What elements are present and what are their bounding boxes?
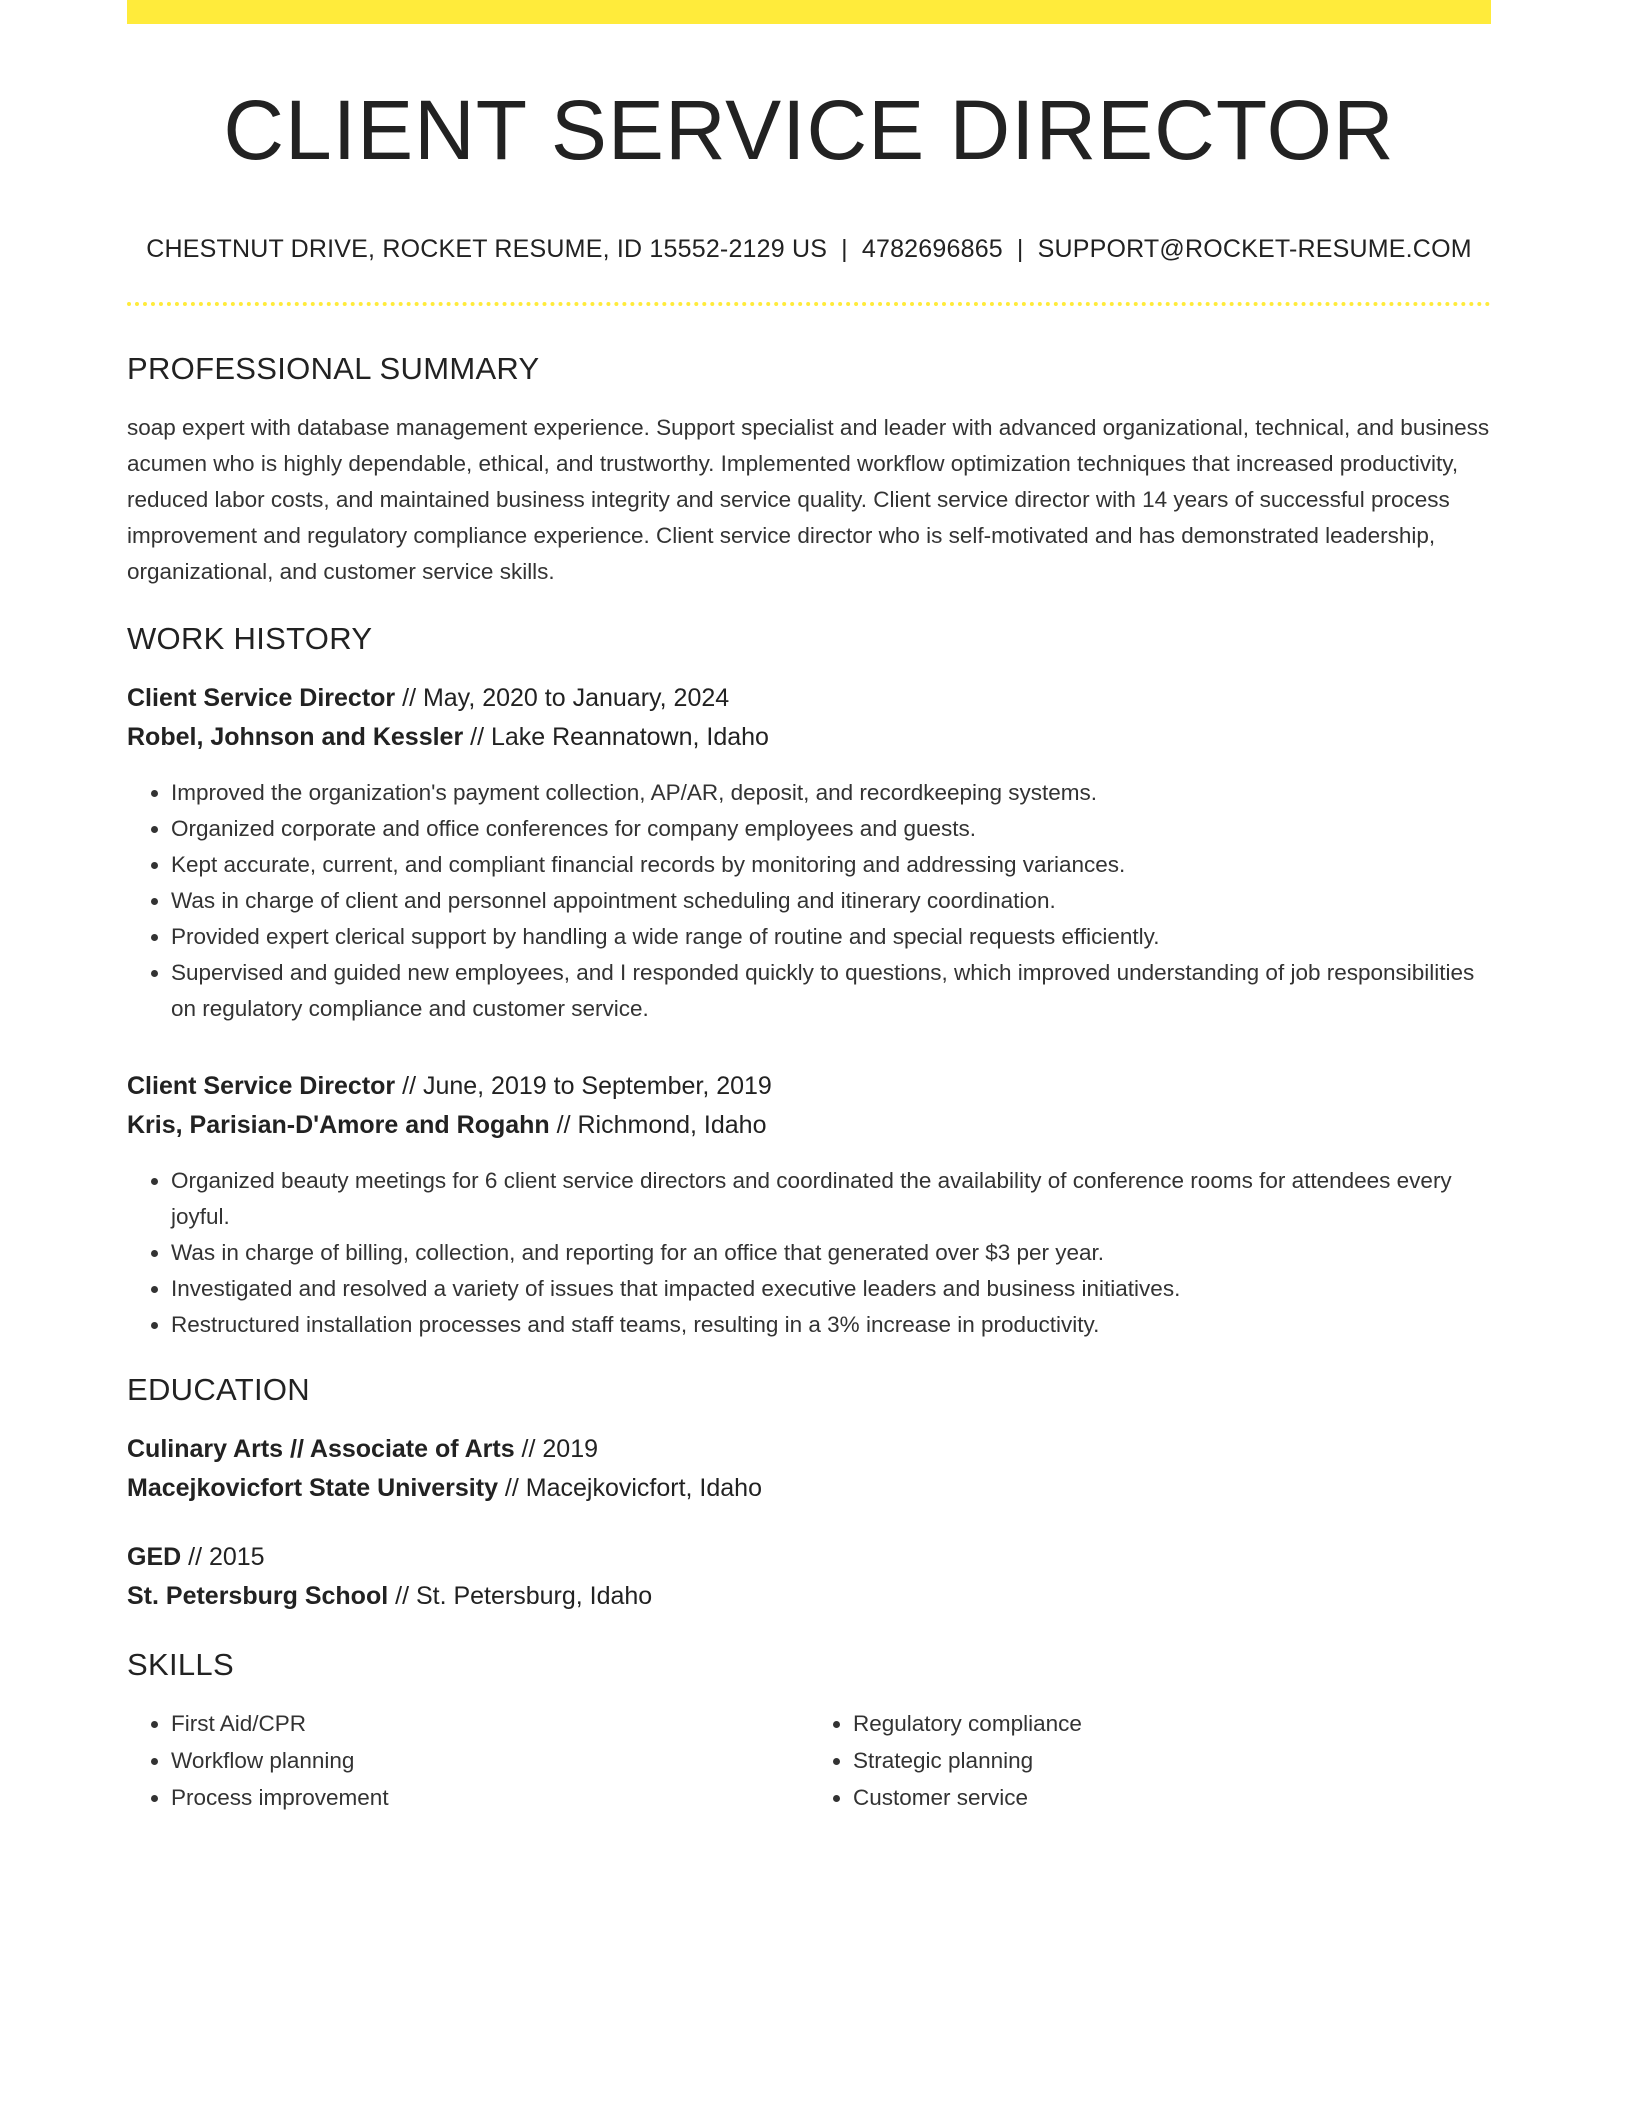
education-entry <box>127 1430 1491 1508</box>
job-bullet: • Supervised and guided new employees, and I responded quickly to questions, which improved understanding of job responsibilities on regulatory compliance and customer service. <box>171 955 1491 1027</box>
job-bullet: • Organized corporate and office conferences for company employees and guests. <box>171 811 1491 847</box>
education-degree-line <box>127 1430 1491 1469</box>
contact-email: SUPPORT@ROCKET-RESUME.COM <box>1037 235 1472 264</box>
job-company-line <box>127 1106 1491 1145</box>
job-bullet: • Organized beauty meetings for 6 client service directors and coordinated the availability of conference rooms for attendees every joyful. <box>171 1163 1491 1235</box>
contact-separator: | <box>841 235 848 264</box>
job-bullets <box>127 775 1491 1027</box>
education-school-line <box>127 1577 1491 1616</box>
skill-item: • Regulatory compliance <box>853 1705 1491 1742</box>
skills-list-right <box>809 1705 1491 1816</box>
summary-text: soap expert with database management experience. Support specialist and leader with advanced organizational, technical, and business acumen who is highly dependable, ethical, and trustworthy. Implemented workflow optimization techniques that increased productivity, reduced labor costs, and maintained business integrity and service quality. Client service director with 14 years of successful process improvement and regulatory compliance experience. Client service director who is self-motivated and has demonstrated leadership, organizational, and customer service skills. <box>127 414 1490 584</box>
education-school: St. Petersburg School <box>127 1581 389 1610</box>
job-bullet: • Kept accurate, current, and compliant financial records by monitoring and addressing variances. <box>171 847 1491 883</box>
job-bullet: • Was in charge of client and personnel appointment scheduling and itinerary coordination. <box>171 883 1491 919</box>
job-bullet: • Improved the organization's payment collection, AP/AR, deposit, and recordkeeping systems. <box>171 775 1491 811</box>
skill-item: • First Aid/CPR <box>171 1705 809 1742</box>
job-bullets <box>127 1163 1491 1343</box>
education-heading: EDUCATION <box>127 1371 310 1407</box>
accent-bar <box>127 0 1491 24</box>
resume-name: CLIENT SERVICE DIRECTOR <box>223 83 1395 177</box>
contact-line <box>127 234 1491 264</box>
skill-item: • Strategic planning <box>853 1742 1491 1779</box>
contact-address: CHESTNUT DRIVE, ROCKET RESUME, ID 15552-2129 US <box>146 235 828 264</box>
job-title-line <box>127 679 1491 718</box>
job-location: // Lake Reannatown, Idaho <box>463 722 769 751</box>
work-history-heading: WORK HISTORY <box>127 620 373 656</box>
job-entry <box>127 679 1491 1027</box>
resume-page <box>127 0 1491 1816</box>
education-year: // 2015 <box>181 1542 265 1571</box>
job-location: // Richmond, Idaho <box>549 1110 767 1139</box>
job-dates: // May, 2020 to January, 2024 <box>395 683 730 712</box>
skills-heading: SKILLS <box>127 1646 234 1682</box>
job-dates: // June, 2019 to September, 2019 <box>395 1071 772 1100</box>
education-year: // 2019 <box>514 1434 599 1463</box>
education-entry <box>127 1538 1491 1616</box>
job-bullet: • Provided expert clerical support by handling a wide range of routine and special requests efficiently. <box>171 919 1491 955</box>
education-school-line <box>127 1469 1491 1508</box>
header-divider <box>127 302 1491 306</box>
job-company: Robel, Johnson and Kessler <box>127 722 464 751</box>
job-role: Client Service Director <box>127 1071 396 1100</box>
job-company-line <box>127 718 1491 757</box>
education-location: // St. Petersburg, Idaho <box>388 1581 653 1610</box>
education-degree: GED <box>127 1542 182 1571</box>
skills-list-left <box>127 1705 809 1816</box>
skill-item: • Workflow planning <box>171 1742 809 1779</box>
job-role: Client Service Director <box>127 683 396 712</box>
job-bullet: • Was in charge of billing, collection, and reporting for an office that generated over $3 per year. <box>171 1235 1491 1271</box>
education-degree: Culinary Arts // Associate of Arts <box>127 1434 515 1463</box>
contact-phone: 4782696865 <box>861 235 1003 264</box>
skills-columns <box>127 1705 1491 1816</box>
job-title-line <box>127 1067 1491 1106</box>
skill-item: • Customer service <box>853 1779 1491 1816</box>
education-location: // Macejkovicfort, Idaho <box>497 1473 762 1502</box>
job-bullet: • Restructured installation processes and staff teams, resulting in a 3% increase in productivity. <box>171 1307 1491 1343</box>
job-entry <box>127 1067 1491 1343</box>
education-school: Macejkovicfort State University <box>127 1473 498 1502</box>
job-bullet: • Investigated and resolved a variety of issues that impacted executive leaders and business initiatives. <box>171 1271 1491 1307</box>
skill-item: • Process improvement <box>171 1779 809 1816</box>
job-company: Kris, Parisian-D'Amore and Rogahn <box>127 1110 550 1139</box>
contact-separator: | <box>1016 235 1024 264</box>
education-degree-line <box>127 1538 1491 1577</box>
summary-heading: PROFESSIONAL SUMMARY <box>127 351 540 387</box>
